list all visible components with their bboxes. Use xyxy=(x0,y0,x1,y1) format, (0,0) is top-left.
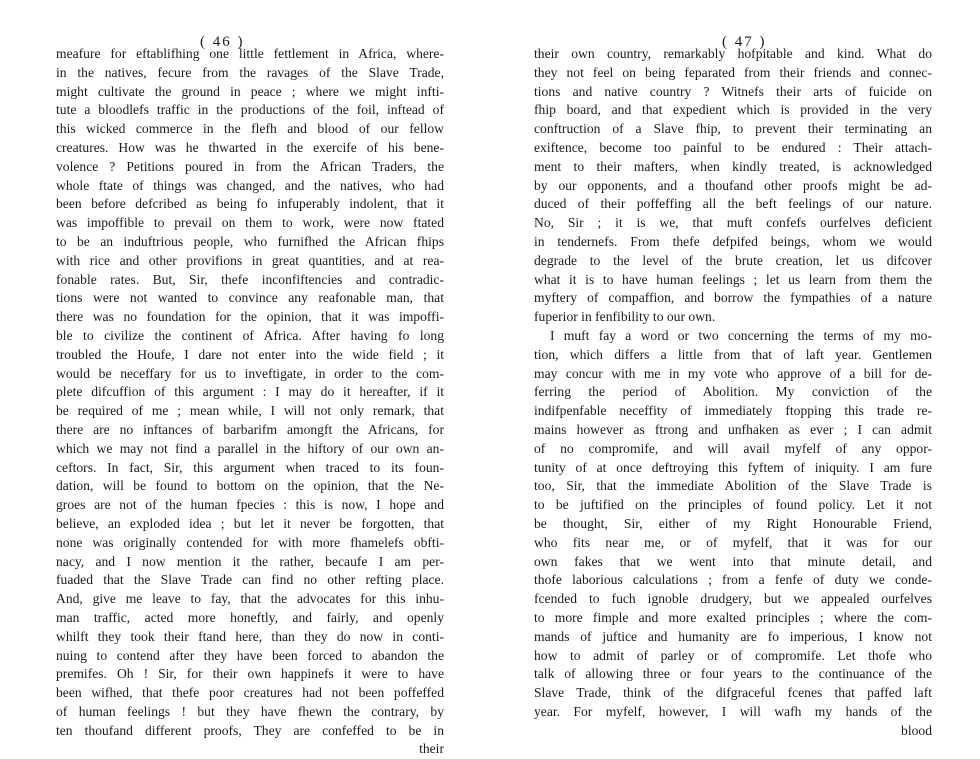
text-line: mains however as ftrong and unfhaken as ever ; I can admit xyxy=(534,421,932,437)
text-line: who fits near me, or of myfelf, that it was for our xyxy=(534,534,932,550)
left-page xyxy=(0,0,490,757)
text-line: year. For myfelf, however, I will wafh my hands of the xyxy=(534,703,932,719)
text-line: volence ? Petitions poured in from the African Traders, the xyxy=(56,158,444,174)
text-line: blood xyxy=(901,722,932,738)
text-line: been before defcribed as being fo infuperably indolent, that it xyxy=(56,196,444,212)
text-line: premifes. Oh ! Sir, for their own happinefs it were to have xyxy=(56,666,444,682)
text-line: tion, which differs a little from that of laft year. Gentlemen xyxy=(534,346,932,362)
text-line: nuing to contend after they have been forced to abandon the xyxy=(56,647,444,663)
text-line: be required of me ; mean while, I will not only remark, that xyxy=(56,403,444,419)
text-line: And, give me leave to fay, that the advocates for this inhu- xyxy=(56,591,444,607)
text-line: troubled the Houfe, I dare not enter into the wide field ; it xyxy=(56,346,444,362)
text-line: what it is to have human feelings ; let us learn from them the xyxy=(534,271,932,287)
page-number: ( 47 ) xyxy=(722,34,767,50)
text-line: thofe laborious calculations ; from a fenfe of duty we conde- xyxy=(534,572,932,588)
text-line: in tendernefs. From thefe defpifed beings, whom we would xyxy=(534,233,932,249)
text-line: fuaded that the Slave Trade can find no other refting place. xyxy=(56,572,444,588)
text-line: dation, will be found to bottom on the opinion, that the Ne- xyxy=(56,478,444,494)
text-line: might cultivate the ground in peace ; where we might infti- xyxy=(56,83,444,99)
text-line: there was no foundation for the opinion, that it was impoffi- xyxy=(56,309,444,325)
text-line: conftruction of a Slave fhip, to prevent their terminating an xyxy=(534,121,932,137)
text-line: to more fimple and more exalted principles ; where the com- xyxy=(534,609,932,625)
text-line: ten thoufand different proofs, They are confeffed to be in xyxy=(56,722,444,738)
text-line: meafure for eftablifhing one little fettlement in Africa, where- xyxy=(56,46,444,61)
text-line: tunity of at once deftroying this fyftem of iniquity. I am fure xyxy=(534,459,932,475)
text-line: Slave Trade, think of the difgraceful fcenes that paffed laft xyxy=(534,685,932,701)
text-line: nacy, and I now mention it the rather, becaufe I am per- xyxy=(56,553,444,569)
text-line: indifpenfable neceffity of immediately ftopping this trade re- xyxy=(534,403,932,419)
text-line: ment to their mafters, when kindly treated, is acknowledged xyxy=(534,158,932,174)
text-line: plete difcuffion of this argument : I may do it hereafter, if it xyxy=(56,384,444,400)
text-line: be thought, Sir, either of my Right Honourable Friend, xyxy=(534,515,932,531)
text-line: whilft they took their ftand here, than they do now in conti- xyxy=(56,628,444,644)
text-line: this wicked commerce in the flefh and blood of our fellow xyxy=(56,121,444,137)
text-line: man traffic, acted more honeftly, and fairly, and openly xyxy=(56,609,444,625)
text-line: ceftors. In fact, Sir, this argument when traced to its foun- xyxy=(56,459,444,475)
text-line: believe, an exploded idea ; but let it never be forgotten, that xyxy=(56,515,444,531)
text-line: degrade to the level of the brute creation, let us difcover xyxy=(534,252,932,268)
text-line: myftery of compaffion, and borrow the fympathies of a nature xyxy=(534,290,932,306)
text-line: been wifhed, that thefe poor creatures had not been poffeffed xyxy=(56,685,444,701)
text-line: creatures. How was he thwarted in the exercife of his bene- xyxy=(56,139,444,155)
text-line: their own country, remarkably hofpitable and kind. What do xyxy=(534,46,932,61)
text-column xyxy=(56,45,444,759)
text-line: there are no inftances of barbarifm amongft the Africans, for xyxy=(56,421,444,437)
text-line: exiftence, become too painful to be endured : Their attach- xyxy=(534,139,932,155)
text-line: groes are not of the human fpecies : this is now, I hope and xyxy=(56,497,444,513)
right-page xyxy=(490,0,980,738)
text-line: fuperior in fenfibility to our own. xyxy=(534,309,716,325)
text-line: how to admit of parley or of compromife. Let thofe who xyxy=(534,647,932,663)
text-line: fcended to fuch ignoble drudgery, but we appealed ourfelves xyxy=(534,591,932,607)
text-line: may concur with me in my vote who approve of a bill for de- xyxy=(534,365,932,381)
text-line: I muft fay a word or two concerning the terms of my mo- xyxy=(550,327,932,343)
text-line: fonable rates. But, Sir, thefe inconfiftencies and contradic- xyxy=(56,271,444,287)
text-line: mands of juftice and humanity are fo imperious, I know not xyxy=(534,628,932,644)
text-line: was impoffible to prevail on them to work, were now ftated xyxy=(56,215,444,231)
text-line: of no compromife, and will avail myfelf of any oppor- xyxy=(534,440,932,456)
text-line: tions and native country ? Witnefs their arts of fuicide on xyxy=(534,83,932,99)
text-line: with rice and other provifions in great quantities, and at rea- xyxy=(56,252,444,268)
text-line: fhip board, and that expedient which is provided in the very xyxy=(534,102,932,118)
text-line: tions were not wanted to convince any reafonable man, that xyxy=(56,290,444,306)
text-line: own fakes that we went into that minute detail, and xyxy=(534,553,932,569)
text-line: whole ftate of things was changed, and the natives, who had xyxy=(56,177,444,193)
text-line: No, Sir ; it is we, that muft confefs ourfelves deficient xyxy=(534,215,932,231)
page-number: ( 46 ) xyxy=(200,34,245,50)
text-line: to be juftified on the principles of found policy. Let it not xyxy=(534,497,932,513)
text-line: would be neceffary for us to inveftigate, in order to the com- xyxy=(56,365,444,381)
text-line: of human feelings ! but they have fhewn the contrary, by xyxy=(56,703,444,719)
text-column xyxy=(534,45,932,740)
text-line: which we may not find a parallel in the hiftory of our own an- xyxy=(56,440,444,456)
text-line: too, Sir, that the immediate Abolition of the Slave Trade is xyxy=(534,478,932,494)
text-line: their xyxy=(419,741,444,757)
text-line: none was originally contended for with more fhamelefs obfti- xyxy=(56,534,444,550)
text-line: they not feel on being feparated from their friends and connec- xyxy=(534,64,932,80)
text-line: to be an induftrious people, who furnifhed the African fhips xyxy=(56,233,444,249)
text-line: duced of their poffeffing all the beft feelings of our nature. xyxy=(534,196,932,212)
text-line: by our opponents, and a thoufand other proofs might be ad- xyxy=(534,177,932,193)
text-line: in the natives, fecure from the ravages of the Slave Trade, xyxy=(56,64,444,80)
text-line: tute a bloodlefs traffic in the productions of the foil, inftead of xyxy=(56,102,444,118)
text-line: ferring the period of Abolition. My conviction of the xyxy=(534,384,932,400)
text-line: ble to civilize the continent of Africa. After having fo long xyxy=(56,327,444,343)
text-line: talk of allowing three or four years to the continuance of the xyxy=(534,666,932,682)
